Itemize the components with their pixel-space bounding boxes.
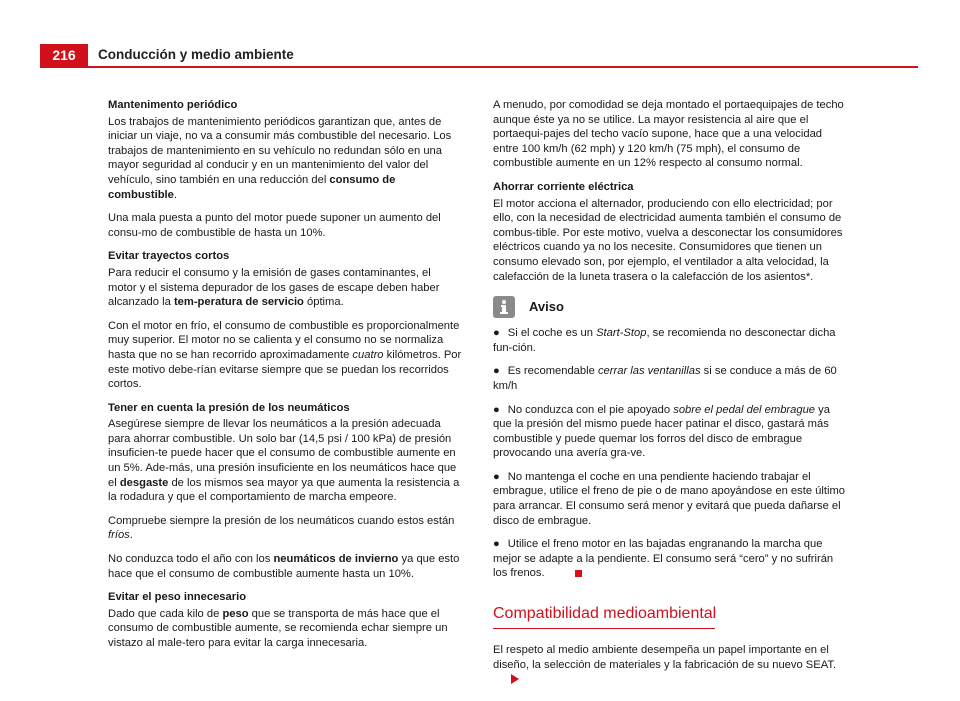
text-span: No conduzca con el pie apoyado [507,403,674,416]
invierno-paragraph [108,552,462,581]
text-span: , se recomienda no desconectar dicha fun-ción. [493,327,836,354]
text-span: ya que la presión del mismo puede hacer patinar el disco, gastará más combustible y puede quemar los forros del disco de embrague provocando una avería gra-ve. [493,403,830,460]
continue-arrow-icon [511,674,519,684]
text-span: si se conduce a más de 60 km/h [493,365,837,392]
text-span: El respeto al medio ambiente desempeña un papel importante en el diseño, la selección de materiales y la fabricación de su nuevo SEAT. [493,644,837,671]
aviso-title: Aviso [529,298,564,314]
chapter-title: Conducción y medio ambiente [98,47,294,62]
trayectos-cortos-heading: Evitar trayectos cortos [108,250,230,263]
presion-neumaticos-heading: Tener en cuenta la presión de los neumáticos [108,401,350,414]
bullet-icon: ● [493,538,500,551]
aviso-item-ventanillas [493,364,849,393]
text-span: ya que esto hace que el consumo de combustible aumente hasta un 10%. [108,553,460,580]
section-rule [493,628,715,630]
aviso-item-pendiente [493,470,849,528]
bullet-icon: ● [493,365,500,378]
italic-term: sobre el pedal del embrague [673,403,816,416]
text-span: Utilice el freno motor en las bajadas engranando la marcha que mejor se adapte a la pendiente. El consumo será “cero” y no sufrirán los frenos. [493,538,834,580]
bold-term: neumáticos de invierno [273,553,399,566]
peso-heading: Evitar el peso innecesario [108,591,247,604]
bold-term: desgaste [119,476,169,489]
bold-term: tem-peratura de servicio [173,296,304,309]
page-header [40,44,918,66]
portaequipajes-paragraph: A menudo, por comodidad se deja montado el portaequipajes de techo aunque éste ya no se utilice. La mayor resistencia al aire que el portaequi-pajes del techo vacío supone, hace que a una velocidad entre 100 km/h (62 mph) y 120 km/h (75 mph), el consumo de combustible aumente en un 12% respecto al consumo normal. [493,99,844,170]
peso-paragraph [108,607,462,651]
left-column [108,98,462,660]
text-span: Si el coche es un [507,327,597,340]
text-span: Asegúrese siempre de llevar los neumáticos a la presión adecuada para ahorrar combustible. Un solo bar (14,5 psi / 100 kPa) de presión insuficien-te puede hacer que el consumo de combustible aumente en un 5%. Ade-más, una presión insuficiente en los neumáticos hace que el [108,418,457,489]
aviso-item-freno-motor [493,537,849,581]
header-rule [40,66,918,68]
text-span: Los trabajos de mantenimiento periódicos garantizan que, antes de iniciar un viaje, no va a consumir más combustible del necesario. Los trabajos de mantenimiento en su vehículo no redundan sólo en una mayor seguridad al conducir y en un mantenimiento del valor del vehículo, sino también en una reducción del [108,115,452,186]
text-span: No conduzca todo el año con los [108,553,274,566]
bold-term: peso [222,607,249,620]
presion-paragraph [108,417,462,505]
aviso-header [493,296,849,318]
text-span: Dado que cada kilo de [108,607,223,620]
info-icon [493,296,515,318]
trayectos-cortos-paragraph [108,266,462,310]
text-span: de los mismos sea mayor ya que aumenta la resistencia a la rodadura y que el comportamiento de marcha empeore. [108,476,460,504]
mantenimiento-paragraph [108,115,462,203]
bullet-icon: ● [493,403,500,416]
section-title: Compatibilidad medioambiental [493,605,717,623]
text-span: Es recomendable [507,365,598,378]
italic-term: cuatro [352,348,384,361]
italic-term: Start-Stop [596,327,647,340]
corriente-electrica-paragraph: El motor acciona el alternador, produciendo con ello electricidad; por ello, con la necesidad de electricidad aumenta también el consumo de combus-tible. Por este motivo, vuelva a desconectar los consumidores eléctricos cuando ya no los necesite. Consumidores que tienen un consumo elevado son, por ejemplo, el ventilador a alta velocidad, la calefacción de la luneta trasera o la calefacción de los asientos*. [493,197,843,283]
info-glyph-icon [496,299,512,315]
italic-term: fríos [108,529,130,542]
bullet-icon: ● [493,327,500,340]
motor-frio-paragraph [108,319,462,392]
bullet-icon: ● [493,470,500,483]
right-column [493,98,849,696]
text-span: Para reducir el consumo y la emisión de gases contaminantes, el motor y el sistema depurador de los gases de escape deben haber alcanzado la [108,266,440,309]
aviso-item-embrague [493,403,849,461]
mantenimiento-heading: Mantenimento periódico [108,99,238,111]
page-number: 216 [40,44,88,66]
text-span: . [129,529,133,542]
bold-term: consumo de combustible [108,173,396,201]
compruebe-paragraph [108,514,462,543]
text-span: que se transporta de más hace que el consumo de combustible aumente, se recomienda echar siempre un vistazo al male-tero para evitar la carga innecesaria. [108,607,448,649]
italic-term: cerrar las ventanillas [597,365,701,378]
section-paragraph [493,643,849,687]
aviso-item-start-stop [493,326,849,355]
text-span: óptima. [303,296,344,309]
end-marker-icon [575,570,582,577]
text-span: . [173,188,177,201]
text-span: No mantenga el coche en una pendiente haciendo trabajar el embrague, utilice el freno de pie o de mano apoyándose en este último para arrancar. El consumo será menor y evitará que pueda dañarse el disco de embrague. [493,470,846,527]
text-span: Con el motor en frío, el consumo de combustible es proporcionalmente muy superior. El motor no se calienta y el consumo no se normaliza hasta que no se han recorrido aproximadamente [108,319,460,361]
text-span: kilómetros. Por este motivo debe-rían evitarse siempre que se puedan los recorridos cortos. [108,348,462,391]
corriente-electrica-heading: Ahorrar corriente eléctrica [493,180,634,193]
text-span: Compruebe siempre la presión de los neumáticos cuando estos están [108,514,455,527]
mala-puesta-paragraph: Una mala puesta a punto del motor puede suponer un aumento del consu-mo de combustible de hasta un 10%. [108,212,441,239]
